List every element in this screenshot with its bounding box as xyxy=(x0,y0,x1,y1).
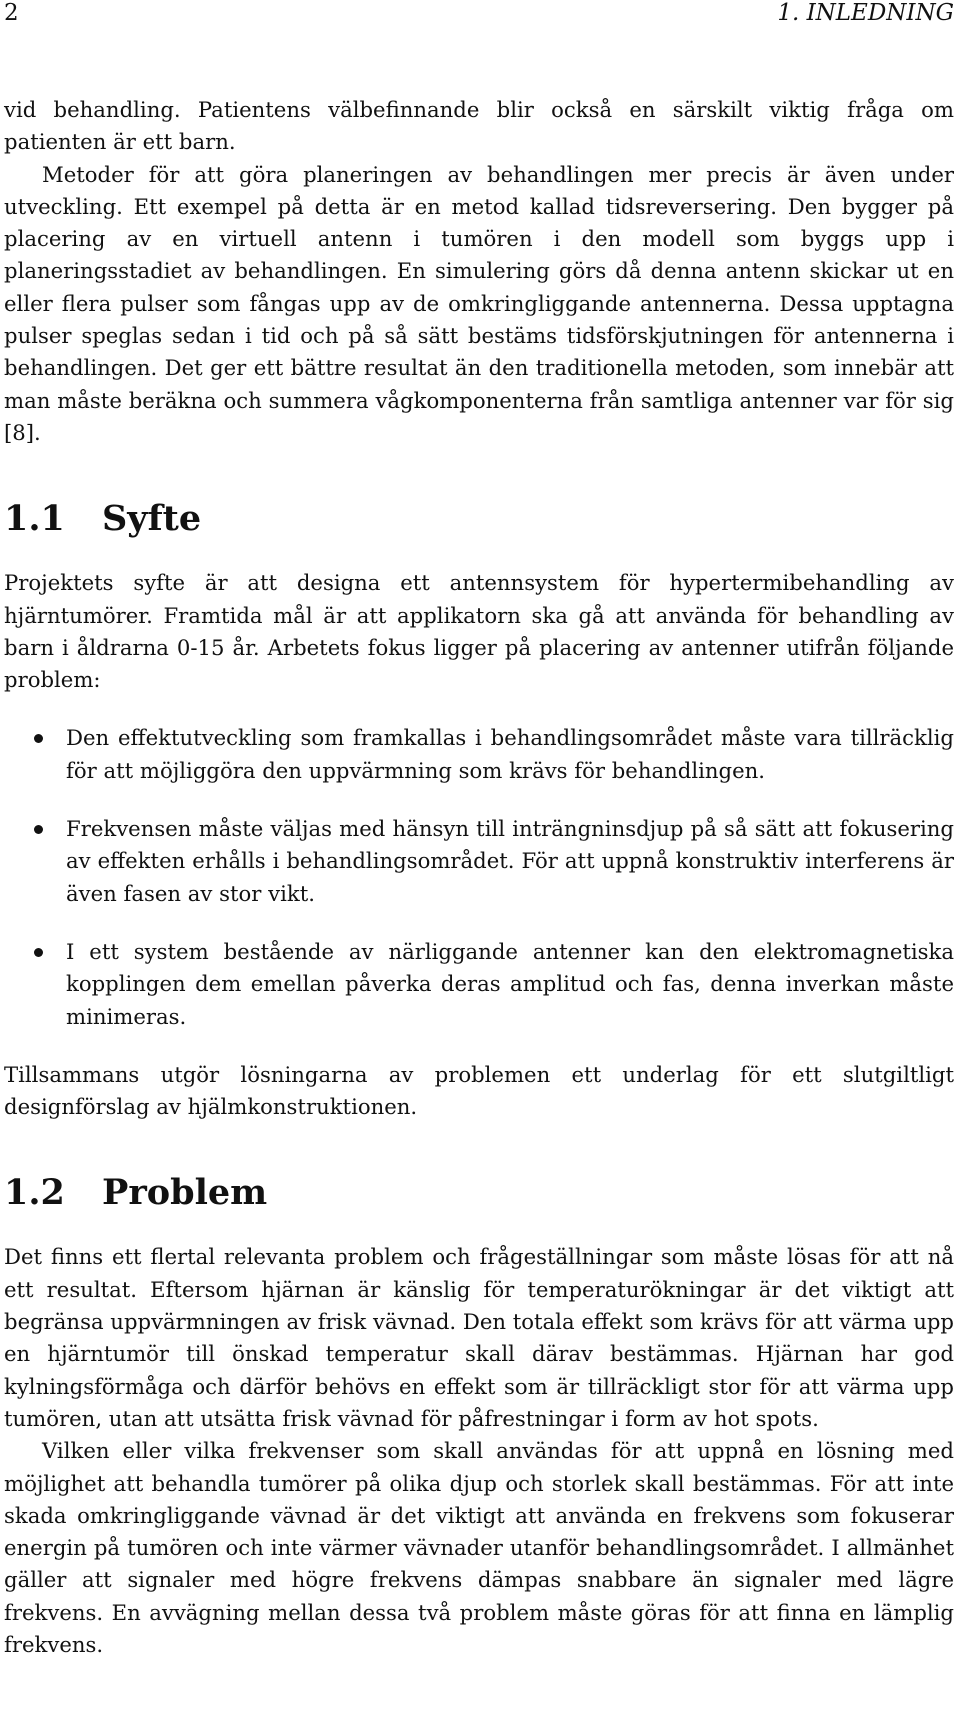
list-item xyxy=(4,722,954,787)
section-title: Problem xyxy=(102,1172,268,1214)
section-heading-problem xyxy=(4,1173,954,1213)
intro-paragraph-1: vid behandling. Patientens välbefinnande blir också en särskilt viktig fråga om patienten är ett barn. xyxy=(4,97,954,155)
bullet-icon xyxy=(34,734,43,743)
list-item-text: Frekvensen måste väljas med hänsyn till inträngninsdjup på så sätt att fokusering av effekten erhålls i behandlingsområdet. För att uppnå konstruktiv interferens är även fasen av stor vikt. xyxy=(66,816,954,906)
syfte-paragraph-2: Tillsammans utgör lösningarna av problemen ett underlag för ett slutgiltligt designförslag av hjälmkonstruktionen. xyxy=(4,1061,954,1120)
problem-paragraph-1: Det finns ett flertal relevanta problem och frågeställningar som måste lösas för att nå ett resultat. Eftersom hjärnan är känslig för temperaturökningar är det viktigt att begränsa uppvärmningen av frisk vävnad. Den totala effekt som krävs för att värma upp en hjärntumör till önskad temperatur skall därav bestämmas. Hjärnan har god kylningsförmåga och därför behövs en effekt som är tillräckligt stor för att värma upp tumören, utan att utsätta frisk vävnad för påfrestningar i form av hot spots. xyxy=(4,1244,954,1431)
list-item xyxy=(4,936,954,1033)
list-item xyxy=(4,813,954,910)
section-heading-syfte xyxy=(4,499,954,539)
problem-paragraph-2: Vilken eller vilka frekvenser som skall användas för att uppnå en lösning med möjlighet att behandla tumörer på olika djup och storlek skall bestämmas. För att inte skada omkringliggande vävnad är det viktigt att använda en frekvens som fokuserar energin på tumören och inte värmer vävnader utanför behandlingsområdet. I allmänhet gäller att signaler med högre frekvens dämpas snabbare än signaler med lägre frekvens. En avvägning mellan dessa två problem måste göras för att finna en lämplig frekvens. xyxy=(4,1438,954,1657)
chapter-title: 1. INLEDNING xyxy=(777,0,954,26)
bullet-icon xyxy=(34,825,43,834)
section-number: 1.2 xyxy=(4,1172,65,1214)
section-number: 1.1 xyxy=(4,498,65,540)
problem-list xyxy=(4,722,954,1032)
bullet-icon xyxy=(34,948,43,957)
page-number: 2 xyxy=(4,0,19,26)
running-head xyxy=(4,0,954,34)
syfte-paragraph-1: Projektets syfte är att designa ett antennsystem för hypertermibehandling av hjärntumörer. Framtida mål är att applikatorn ska gå att använda för behandling av barn i åldrarna 0-15 år. Arbetets fokus ligger på placering av antenner utifrån följande problem: xyxy=(4,570,954,693)
list-item-text: Den effektutveckling som framkallas i behandlingsområdet måste vara tillräcklig för att möjliggöra den uppvärmning som krävs för behandlingen. xyxy=(66,725,954,783)
section-title: Syfte xyxy=(102,498,202,540)
list-item-text: I ett system bestående av närliggande antenner kan den elektromagnetiska kopplingen dem emellan påverka deras amplitud och fas, denna inverkan måste minimeras. xyxy=(66,938,954,1029)
intro-paragraph-2: Metoder för att göra planeringen av behandlingen mer precis är även under utveckling. Ett exempel på detta är en metod kallad tidsreversering. Den bygger på placering av en virtuell antenn i tumören i den modell som byggs upp i planeringsstadiet av behandlingen. En simulering görs då denna antenn skickar ut en eller flera pulser som fångas upp av de omkringliggande antennerna. Dessa upptagna pulser speglas sedan i tid och på så sätt bestäms tidsförskjutningen för antennerna i behandlingen. Det ger ett bättre resultat än den traditionella metoden, som innebär att man måste beräkna och summera vågkomponenterna från samtliga antenner var för sig [8]. xyxy=(4,161,954,445)
